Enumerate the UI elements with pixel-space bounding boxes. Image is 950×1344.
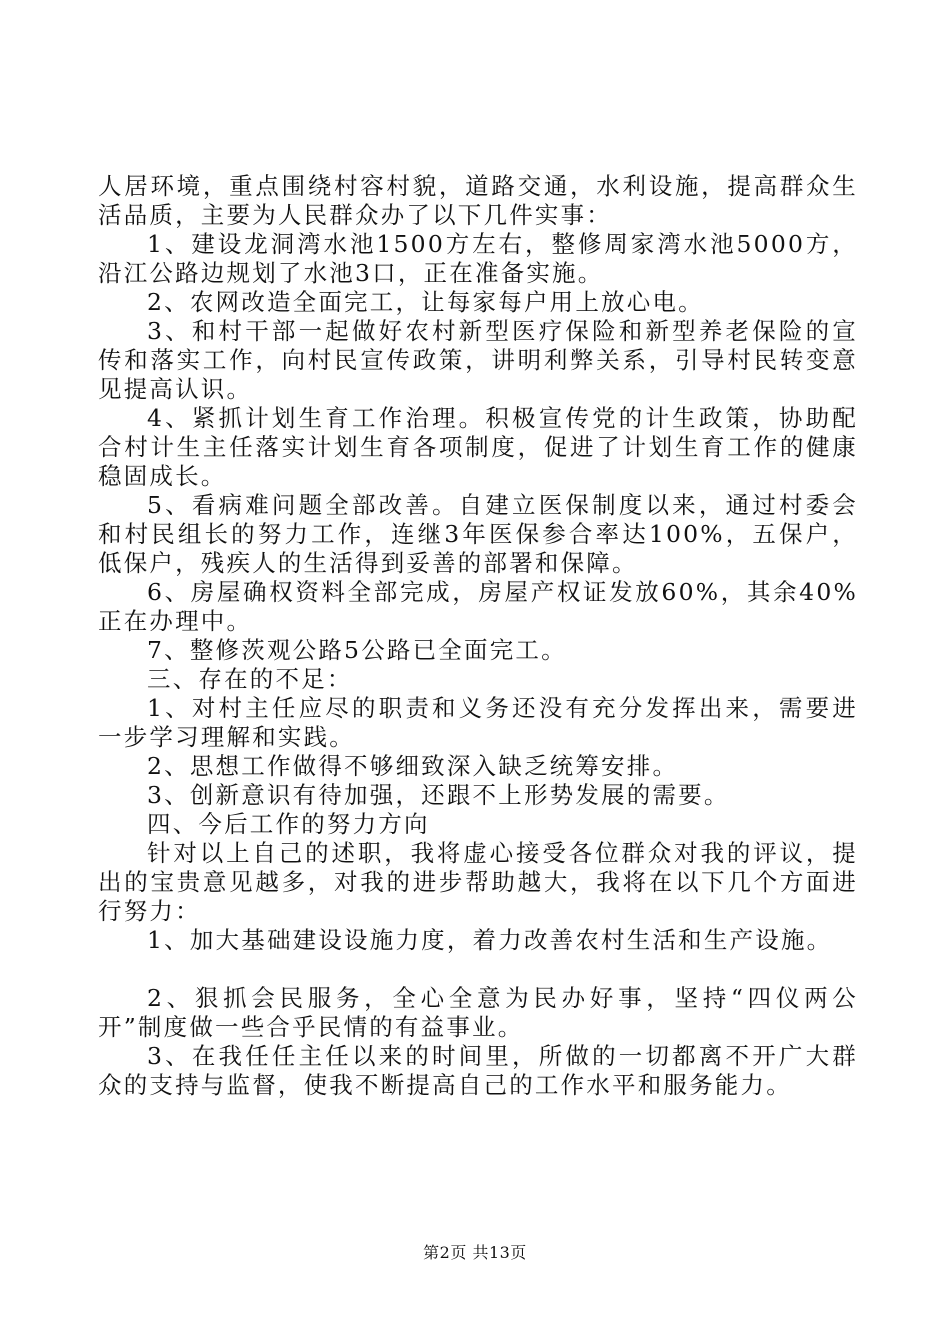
paragraph-item-1: 1、建设龙洞湾水池1500方左右，整修周家湾水池5000方，沿江公路边规划了水池3口，正在准备实施。: [98, 230, 858, 287]
paragraph-item-7: 7、整修茨观公路5公路已全面完工。: [147, 636, 567, 664]
paragraph-future-1: 1、加大基础建设设施力度，着力改善农村生活和生产设施。: [147, 926, 833, 954]
paragraph-item-3: 3、和村干部一起做好农村新型医疗保险和新型养老保险的宣传和落实工作，向村民宣传政策，讲明利弊关系，引导村民转变意见提高认识。: [98, 317, 858, 403]
paragraph-shortcoming-3: 3、创新意识有待加强，还跟不上形势发展的需要。: [147, 781, 730, 809]
page-number-label: 第2页 共13页: [423, 1243, 527, 1262]
section-heading-future-direction: 四、今后工作的努力方向: [147, 810, 430, 838]
paragraph-intro-future: 针对以上自己的述职，我将虚心接受各位群众对我的评议，提出的宝贵意见越多，对我的进步帮助越大，我将在以下几个方面进行努力：: [98, 839, 858, 925]
paragraph-shortcoming-2: 2、思想工作做得不够细致深入缺乏统筹安排。: [147, 752, 679, 780]
page-footer: [0, 1243, 950, 1263]
section-heading-shortcomings: 三、存在的不足：: [147, 665, 353, 693]
paragraph-continuation: 人居环境，重点围绕村容村貌，道路交通，水利设施，提高群众生活品质，主要为人民群众办了以下几件实事：: [98, 172, 858, 229]
paragraph-item-6: 6、房屋确权资料全部完成，房屋产权证发放60%，其余40%正在办理中。: [98, 578, 858, 635]
paragraph-item-2: 2、农网改造全面完工，让每家每户用上放心电。: [147, 288, 704, 316]
document-body: [98, 172, 858, 1100]
paragraph-item-5: 5、看病难问题全部改善。自建立医保制度以来，通过村委会和村民组长的努力工作，连继3年医保参合率达100%，五保户，低保户，残疾人的生活得到妥善的部署和保障。: [98, 491, 858, 577]
paragraph-future-2: 2、狠抓会民服务，全心全意为民办好事，坚持“四仪两公开”制度做一些合乎民情的有益事业。: [98, 984, 858, 1041]
paragraph-item-4: 4、紧抓计划生育工作治理。积极宣传党的计生政策，协助配合村计生主任落实计划生育各项制度，促进了计划生育工作的健康稳固成长。: [98, 404, 858, 490]
paragraph-shortcoming-1: 1、对村主任应尽的职责和义务还没有充分发挥出来，需要进一步学习理解和实践。: [98, 694, 858, 751]
paragraph-future-3: 3、在我任任主任以来的时间里，所做的一切都离不开广大群众的支持与监督，使我不断提高自己的工作水平和服务能力。: [98, 1042, 858, 1099]
